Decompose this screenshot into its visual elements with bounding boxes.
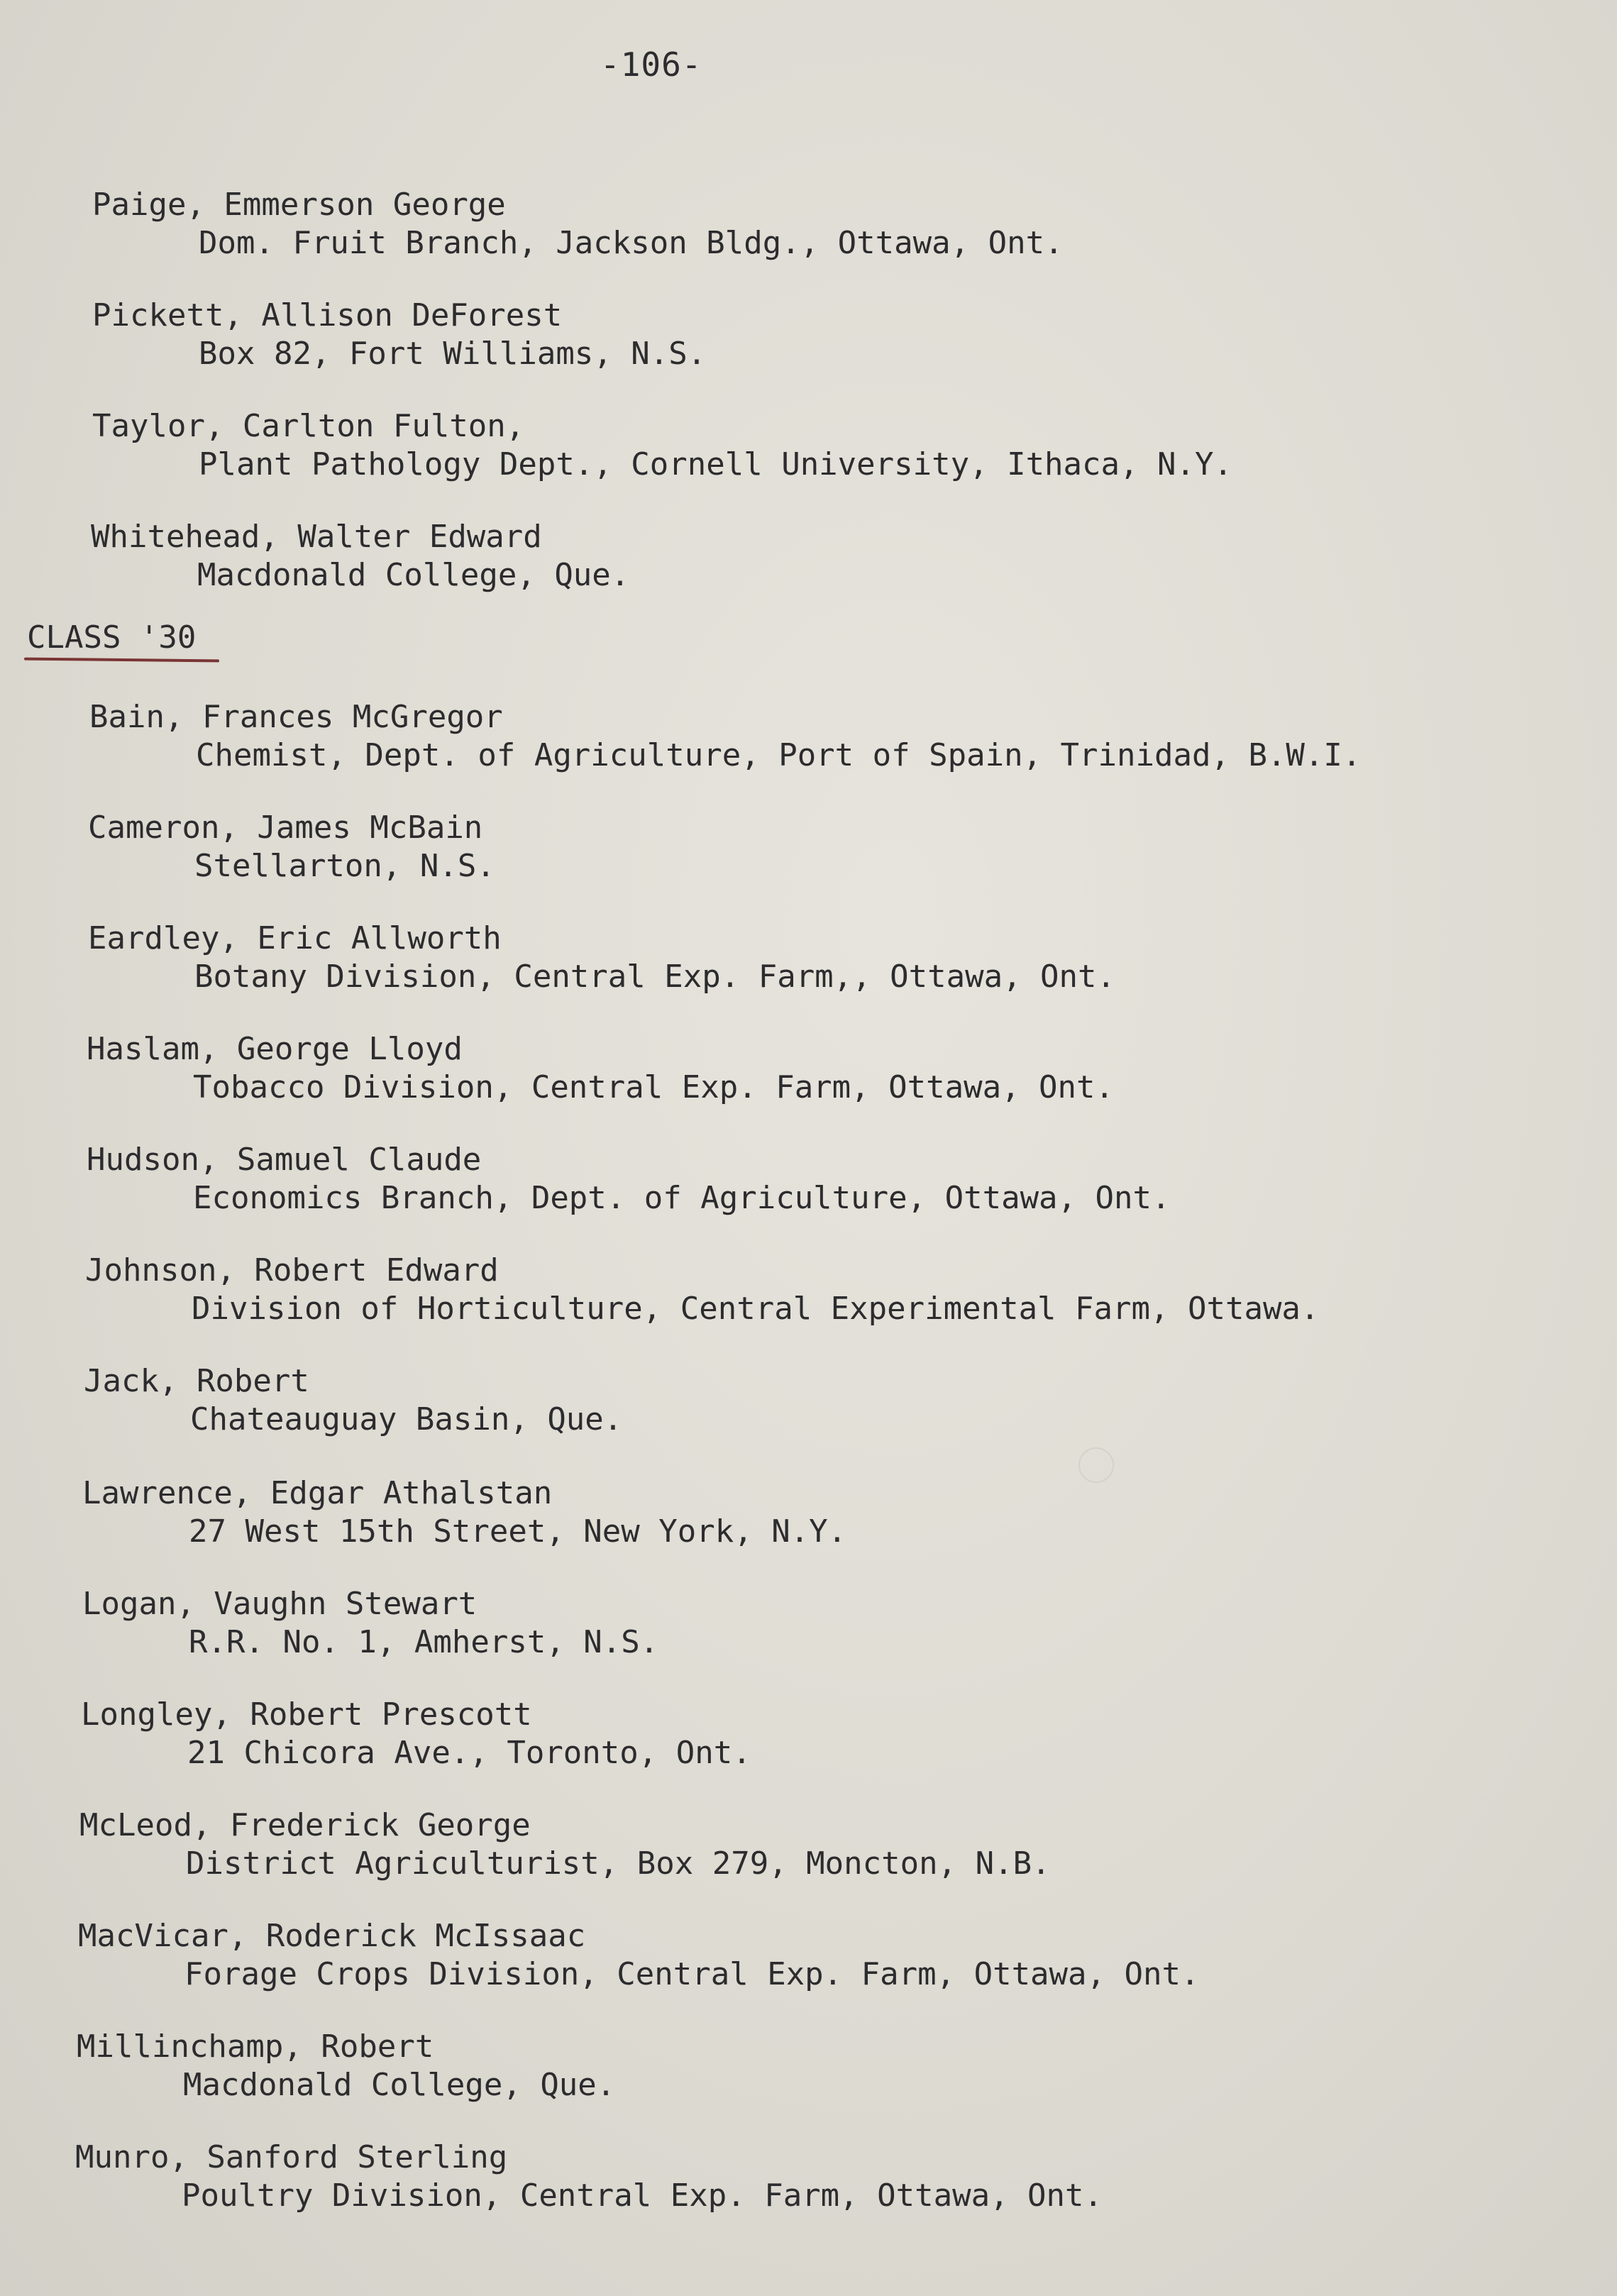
entry-address: Macdonald College, Que.: [197, 557, 630, 593]
entry-name: MacVicar, Roderick McIssaac: [78, 1918, 586, 1954]
entry-name: Jack, Robert: [84, 1363, 309, 1399]
entry-address: Plant Pathology Dept., Cornell University, Ithaca, N.Y.: [199, 446, 1232, 482]
entry-address: Chateauguay Basin, Que.: [190, 1401, 623, 1437]
directory-entry: [89, 698, 1361, 775]
entry-address: Dom. Fruit Branch, Jackson Bldg., Ottawa, Ont.: [199, 225, 1064, 261]
entry-name: Longley, Robert Prescott: [81, 1696, 532, 1733]
entry-name: Cameron, James McBain: [88, 810, 483, 846]
entry-address: Macdonald College, Que.: [183, 2067, 616, 2103]
directory-entry: [84, 1362, 622, 1439]
directory-entry: [82, 1585, 658, 1662]
entry-address: Poultry Division, Central Exp. Farm, Ottawa, Ont.: [182, 2178, 1103, 2214]
directory-entry: [82, 1474, 846, 1551]
directory-entry: [88, 920, 1115, 996]
entry-name: Logan, Vaughn Stewart: [82, 1586, 478, 1622]
entry-name: McLeod, Frederick George: [79, 1807, 531, 1843]
entry-address: Box 82, Fort Williams, N.S.: [199, 336, 707, 372]
directory-entry: [85, 1252, 1319, 1328]
directory-entry: [75, 2138, 1103, 2215]
directory-entry: [92, 407, 1232, 484]
entry-name: Munro, Sanford Sterling: [75, 2139, 508, 2175]
section-heading: CLASS '30: [27, 619, 197, 656]
entry-name: Lawrence, Edgar Athalstan: [82, 1475, 553, 1511]
entry-name: Taylor, Carlton Fulton,: [92, 408, 525, 444]
directory-entry: [91, 518, 629, 595]
directory-entry: [87, 1141, 1171, 1218]
heading-underline: [24, 658, 219, 663]
entry-address: Economics Branch, Dept. of Agriculture, Ottawa, Ont.: [193, 1180, 1171, 1216]
entry-address: 27 West 15th Street, New York, N.Y.: [189, 1513, 847, 1550]
directory-entry: [77, 2028, 615, 2104]
directory-entry: [78, 1917, 1199, 1994]
entry-address: Botany Division, Central Exp. Farm,, Ottawa, Ont.: [194, 959, 1116, 995]
entry-name: Eardley, Eric Allworth: [88, 920, 502, 956]
paper-stain-mark: [1078, 1447, 1114, 1483]
entry-address: Division of Horticulture, Central Experimental Farm, Ottawa.: [192, 1291, 1320, 1327]
entry-name: Hudson, Samuel Claude: [87, 1142, 482, 1178]
entry-address: District Agriculturist, Box 279, Moncton, N.B.: [186, 1845, 1051, 1882]
entry-name: Whitehead, Walter Edward: [91, 519, 542, 555]
entry-address: Forage Crops Division, Central Exp. Farm, Ottawa, Ont.: [184, 1956, 1200, 1992]
entry-name: Bain, Frances McGregor: [89, 699, 503, 735]
entry-name: Millinchamp, Robert: [77, 2029, 434, 2065]
entry-name: Johnson, Robert Edward: [85, 1252, 499, 1288]
entry-address: Tobacco Division, Central Exp. Farm, Ottawa, Ont.: [193, 1069, 1115, 1105]
directory-entry: [92, 186, 1064, 263]
entry-address: Chemist, Dept. of Agriculture, Port of Spain, Trinidad, B.W.I.: [196, 737, 1362, 773]
directory-entry: [92, 297, 706, 373]
directory-entry: [81, 1696, 751, 1772]
page-number: -106-: [600, 45, 702, 84]
entry-name: Paige, Emmerson George: [92, 187, 506, 223]
entry-name: Haslam, George Lloyd: [87, 1031, 463, 1067]
entry-address: Stellarton, N.S.: [194, 848, 495, 884]
entry-name: Pickett, Allison DeForest: [92, 297, 563, 333]
directory-entry: [79, 1806, 1051, 1883]
entry-address: 21 Chicora Ave., Toronto, Ont.: [187, 1735, 751, 1771]
entry-address: R.R. No. 1, Amherst, N.S.: [189, 1624, 659, 1660]
directory-entry: [87, 1030, 1114, 1107]
directory-entry: [88, 809, 495, 885]
